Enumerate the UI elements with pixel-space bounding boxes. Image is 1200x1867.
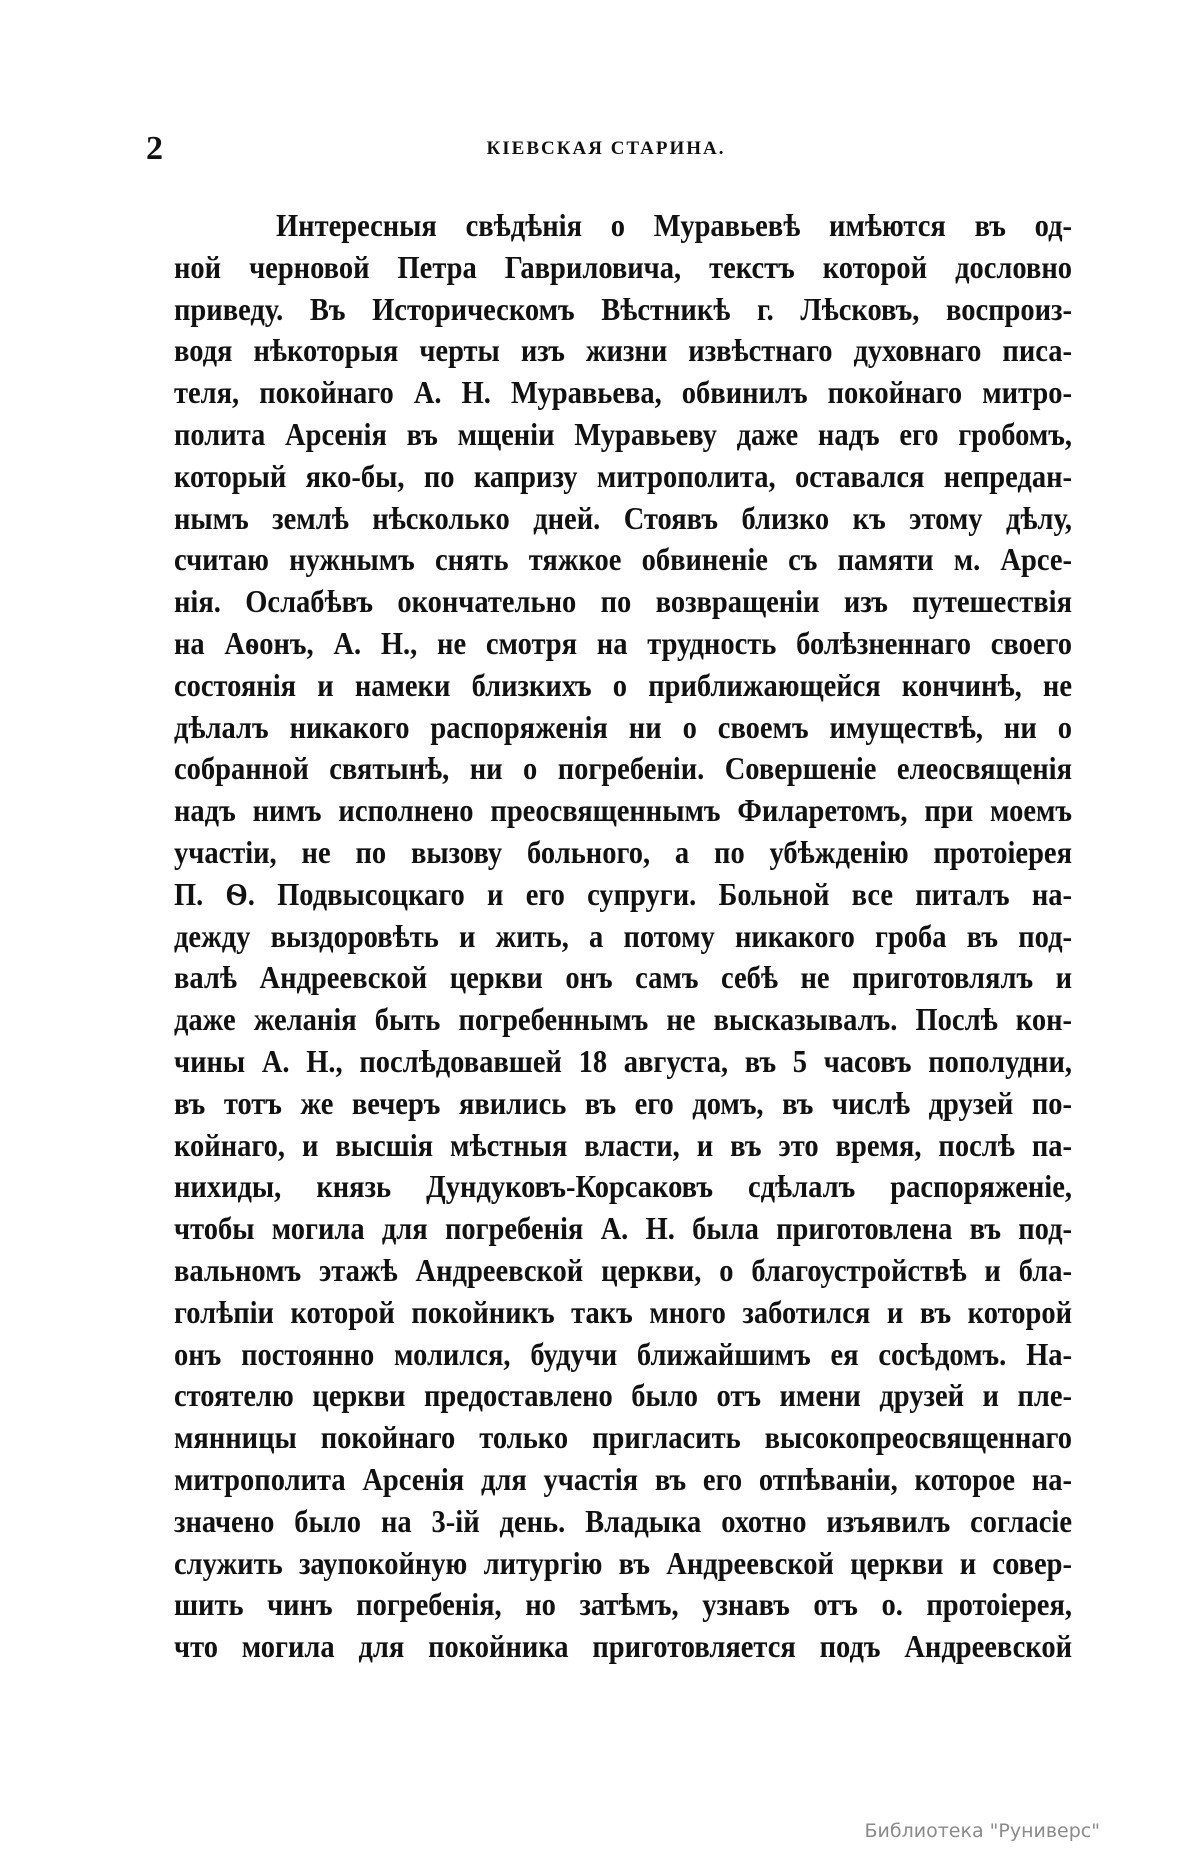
text-line: значено было на 3-ій день. Владыка охотно изъявилъ согласіе bbox=[174, 1504, 1072, 1540]
page-number: 2 bbox=[146, 130, 163, 167]
text-line: нымъ землѣ нѣсколько дней. Стоявъ близко къ этому дѣлу, bbox=[174, 501, 1072, 537]
text-line: считаю нужнымъ снять тяжкое обвиненіе съ памяти м. Арсе- bbox=[174, 543, 1072, 579]
text-line: стоятелю церкви предоставлено было отъ имени друзей и пле- bbox=[174, 1379, 1072, 1415]
text-line: П. Ѳ. Подвысоцкаго и его супруги. Больной все питалъ на- bbox=[174, 877, 1072, 913]
text-line: надъ нимъ исполнено преосвященнымъ Филаретомъ, при моемъ bbox=[174, 794, 1072, 829]
text-line: чины А. Н., послѣдовавшей 18 августа, въ 5 часовъ пополудни, bbox=[174, 1045, 1072, 1080]
text-line: дежду выздоровѣть и жить, а потому никакого гроба въ под- bbox=[174, 919, 1072, 955]
text-line: что могила для покойника приготовляется подъ Андреевской bbox=[174, 1630, 1072, 1665]
body-text bbox=[174, 206, 1072, 1669]
running-title: КІЕВСКАЯ СТАРИНА. bbox=[486, 138, 726, 159]
text-line: ной черновой Петра Гавриловича, текстъ которой дословно bbox=[174, 250, 1072, 286]
text-line: состоянія и намеки близкихъ о приближающейся кончинѣ, не bbox=[174, 668, 1072, 704]
library-watermark: Библиотека "Руниверс" bbox=[864, 1820, 1100, 1842]
text-line: нія. Ослабѣвъ окончательно по возвращеніи изъ путешествія bbox=[174, 585, 1072, 620]
text-line: въ тотъ же вечеръ явились въ его домъ, въ числѣ друзей по- bbox=[174, 1086, 1072, 1122]
text-line: приведу. Въ Историческомъ Вѣстникѣ г. Лѣсковъ, воспроиз- bbox=[174, 292, 1072, 328]
text-line: на Аѳонъ, А. Н., не смотря на трудность болѣзненнаго своего bbox=[174, 627, 1072, 662]
text-line: теля, покойнаго А. Н. Муравьева, обвинилъ покойнаго митро- bbox=[174, 376, 1072, 411]
text-line: голѣпіи которой покойникъ такъ много заботился и въ которой bbox=[174, 1295, 1072, 1331]
text-line: который яко-бы, по капризу митрополита, оставался непредан- bbox=[174, 459, 1072, 495]
text-line: шить чинъ погребенія, но затѣмъ, узнавъ отъ о. протоіерея, bbox=[174, 1588, 1072, 1624]
text-line: мянницы покойнаго только пригласить высокопреосвященнаго bbox=[174, 1421, 1072, 1456]
text-line: митрополита Арсенія для участія въ его отпѣваніи, которое на- bbox=[174, 1462, 1072, 1498]
text-line: валѣ Андреевской церкви онъ самъ себѣ не приготовлялъ и bbox=[174, 961, 1072, 997]
text-line: даже желанія быть погребеннымъ не высказывалъ. Послѣ кон- bbox=[174, 1003, 1072, 1038]
text-line: служить заупокойную литургію въ Андреевской церкви и совер- bbox=[174, 1546, 1072, 1582]
text-line: Интересныя свѣдѣнія о Муравьевѣ имѣются въ од- bbox=[276, 209, 1072, 244]
text-line: собранной святынѣ, ни о погребеніи. Совершеніе елеосвященія bbox=[174, 752, 1072, 788]
text-line: полита Арсенія въ мщеніи Муравьеву даже надъ его гробомъ, bbox=[174, 418, 1072, 453]
text-line: водя нѣкоторыя черты изъ жизни извѣстнаго духовнаго писа- bbox=[174, 334, 1072, 370]
text-line: чтобы могила для погребенія А. Н. была приготовлена въ под- bbox=[174, 1212, 1072, 1247]
text-line: онъ постоянно молился, будучи ближайшимъ ея сосѣдомъ. На- bbox=[174, 1337, 1072, 1373]
text-line: вальномъ этажѣ Андреевской церкви, о благоустройствѣ и бла- bbox=[174, 1254, 1072, 1289]
text-line: койнаго, и высшія мѣстныя власти, и въ это время, послѣ па- bbox=[174, 1128, 1072, 1164]
text-line: участіи, не по вызову больного, а по убѣжденію протоіерея bbox=[174, 836, 1072, 871]
text-line: дѣлалъ никакого распоряженія ни о своемъ имуществѣ, ни о bbox=[174, 710, 1072, 746]
text-line: нихиды, князь Дундуковъ-Корсаковъ сдѣлалъ распоряженіе, bbox=[174, 1170, 1072, 1206]
